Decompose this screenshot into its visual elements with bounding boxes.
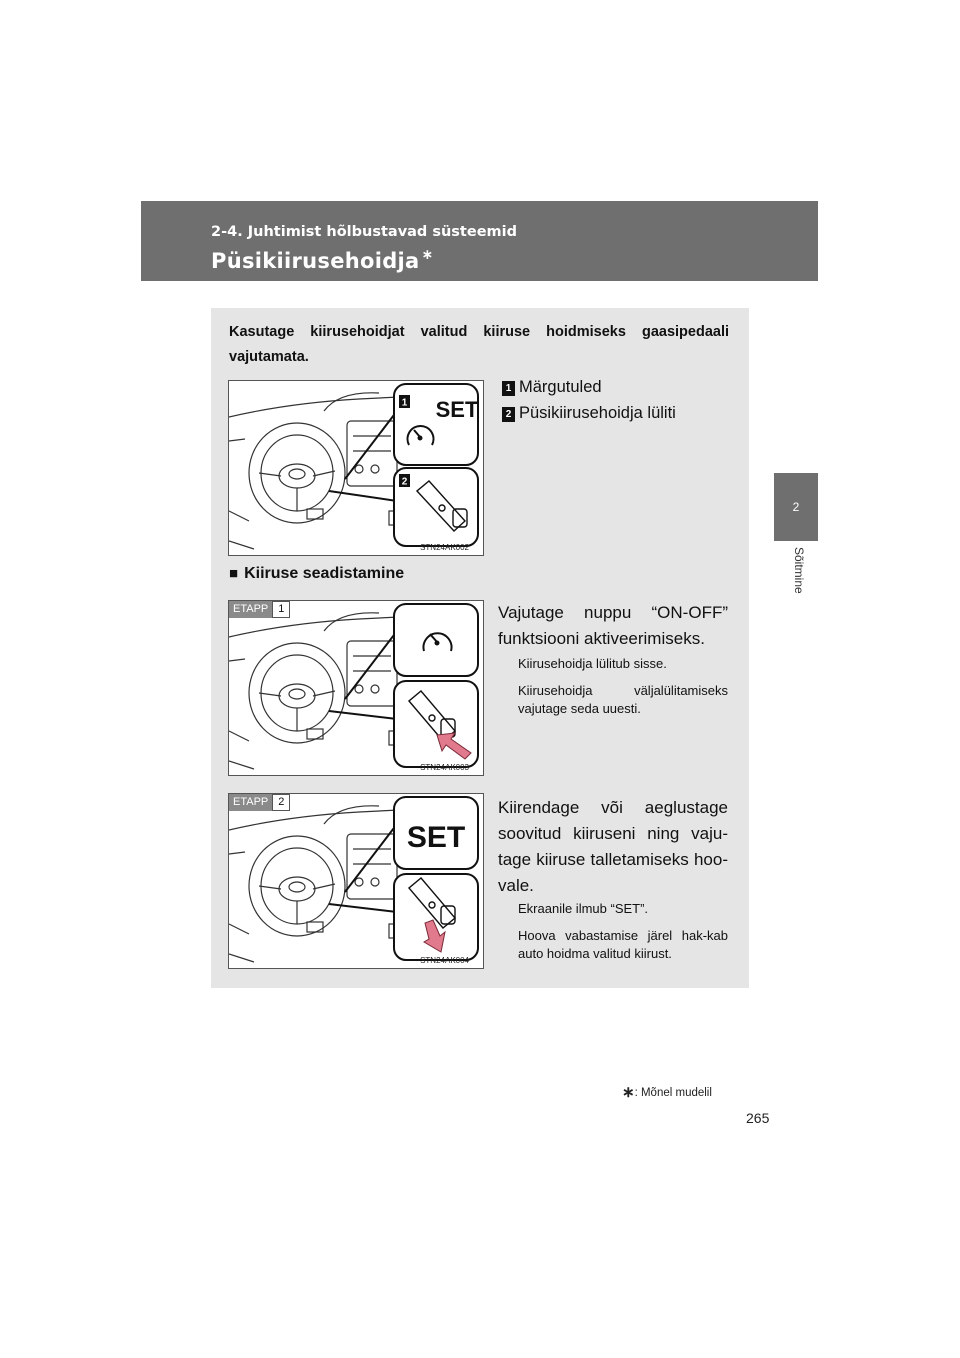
step-badge-number: 1: [272, 601, 290, 618]
footnote: [622, 1083, 712, 1101]
legend-number-badge: 1: [502, 381, 515, 396]
step-badge-word: ETAPP: [229, 601, 272, 618]
legend-number-badge: 2: [502, 407, 515, 422]
content-panel: [211, 308, 749, 988]
step-badge: [229, 794, 290, 811]
subsection-title: Kiiruse seadistamine: [244, 565, 405, 582]
chapter-label: Sõitmine: [792, 547, 806, 594]
step-badge: [229, 601, 290, 618]
page-title-text: Püsikiirusehoidja: [211, 249, 420, 273]
section-label: 2-4. Juhtimist hõlbustavad süsteemid: [211, 224, 517, 240]
svg-text:1: 1: [401, 397, 408, 409]
step2-instruction: Kiirendage või aeglustage soovitud kiiruseni ning vaju-tage kiiruse talletamiseks hoo-vale.: [498, 798, 728, 895]
step-badge-number: 2: [272, 794, 290, 811]
legend-label: Püsikiirusehoidja lüliti: [519, 404, 676, 422]
footnote-mark: ∗: [622, 1084, 635, 1101]
legend-label: Märgutuled: [519, 378, 602, 396]
step1-illustration: [228, 600, 484, 776]
step1-note: Kiirusehoidja väljalülitamiseks vajutage seda uuesti.: [518, 683, 728, 716]
legend-item-indicators: [502, 378, 602, 397]
step2-note: Ekraanile ilmub “SET”.: [518, 901, 649, 916]
figure-code: STN24AK002: [420, 543, 469, 552]
figure-code: STN24AK004: [420, 956, 469, 965]
svg-text:2: 2: [401, 476, 408, 488]
footnote-text: : Mõnel mudelil: [634, 1087, 712, 1099]
legend-item-switch: [502, 404, 676, 423]
dashboard-drawing: [229, 381, 484, 556]
chapter-tab: 2: [774, 473, 818, 541]
set-indicator-text: SET: [435, 397, 479, 422]
step2-note: Hoova vabastamise järel hak-kab auto hoidma valitud kiirust.: [518, 928, 728, 961]
intro-text: Kasutage kiirusehoidjat valitud kiiruse hoidmiseks gaasipedaali vajutamata.: [229, 324, 729, 365]
overview-illustration: [228, 380, 484, 556]
step-badge-word: ETAPP: [229, 794, 272, 811]
page-title: [211, 247, 434, 273]
page-number: 265: [746, 1110, 770, 1126]
square-bullet: ■: [229, 565, 239, 582]
step1-instruction: Vajutage nuppu “ON-OFF” funktsiooni aktiveerimiseks.: [498, 603, 728, 648]
dashboard-drawing: [229, 794, 484, 969]
title-footnote-mark: ∗: [421, 247, 434, 263]
figure-code: STN24AK003: [420, 763, 469, 772]
set-indicator-text: SET: [406, 821, 466, 854]
step1-note: Kiirusehoidja lülitub sisse.: [518, 656, 667, 671]
subsection-heading: [229, 565, 404, 583]
section-header: [141, 201, 818, 281]
step2-illustration: [228, 793, 484, 969]
dashboard-drawing: [229, 601, 484, 776]
